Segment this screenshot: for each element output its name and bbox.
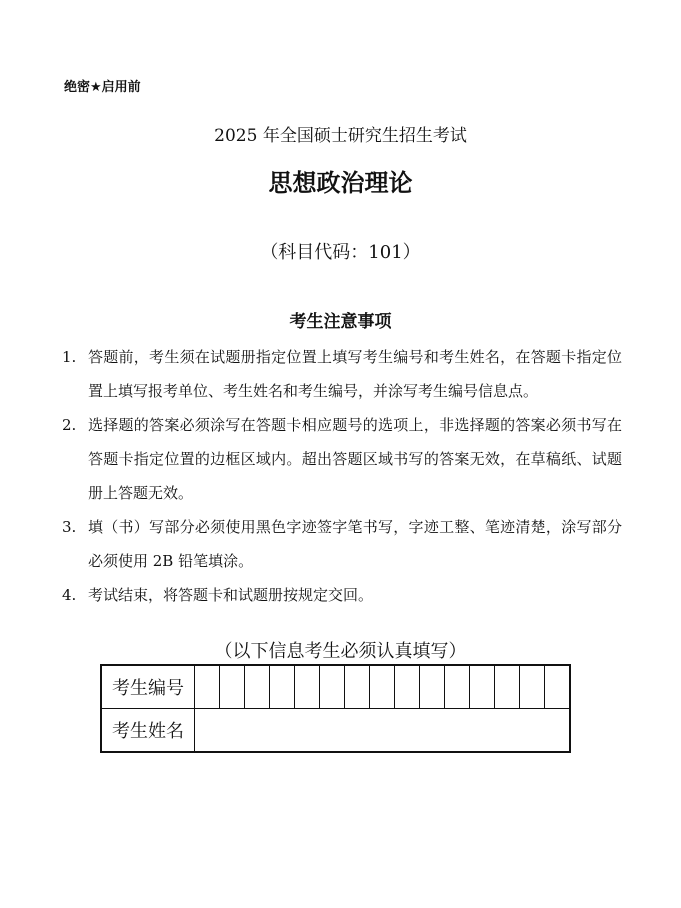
info-form-caption: （以下信息考生必须认真填写） — [214, 641, 467, 662]
exam-number-digit-box[interactable] — [520, 665, 545, 709]
exam-number-digit-box[interactable] — [470, 665, 495, 709]
exam-number-row — [101, 665, 570, 709]
subject-title: 思想政治理论 — [268, 169, 413, 197]
exam-number-digit-box[interactable] — [420, 665, 445, 709]
notice-list — [62, 340, 622, 612]
notice-heading: 考生注意事项 — [289, 312, 392, 332]
notice-item — [62, 340, 622, 408]
exam-number-digit-box[interactable] — [295, 665, 320, 709]
notice-number: 1. — [62, 348, 77, 366]
notice-item — [62, 408, 622, 510]
notice-text: 填（书）写部分必须使用黑色字迹签字笔书写，字迹工整、笔迹清楚，涂写部分必须使用 2B 铅笔填涂。 — [88, 518, 622, 570]
exam-number-digit-box[interactable] — [370, 665, 395, 709]
notice-text: 考试结束，将答题卡和试题册按规定交回。 — [88, 586, 374, 604]
exam-number-digit-box[interactable] — [395, 665, 420, 709]
notice-number: 4. — [62, 586, 77, 604]
exam-title: 2025 年全国硕士研究生招生考试 — [214, 126, 467, 146]
candidate-info-table — [100, 664, 571, 753]
exam-number-digit-box[interactable] — [545, 665, 571, 709]
exam-number-digit-box[interactable] — [445, 665, 470, 709]
exam-number-digit-box[interactable] — [220, 665, 245, 709]
subject-code: （科目代码：101） — [260, 242, 421, 263]
notice-item — [62, 578, 622, 612]
confidential-mark: 绝密★启用前 — [64, 80, 141, 95]
exam-number-digit-box[interactable] — [320, 665, 345, 709]
notice-item — [62, 510, 622, 578]
notice-text: 答题前，考生须在试题册指定位置上填写考生编号和考生姓名，在答题卡指定位置上填写报考单位、考生姓名和考生编号，并涂写考生编号信息点。 — [88, 348, 622, 400]
exam-number-digit-box[interactable] — [270, 665, 295, 709]
name-label: 考生姓名 — [101, 709, 195, 753]
exam-number-digit-box[interactable] — [195, 665, 220, 709]
exam-number-digit-box[interactable] — [245, 665, 270, 709]
notice-number: 2. — [62, 416, 77, 434]
notice-text: 选择题的答案必须涂写在答题卡相应题号的选项上，非选择题的答案必须书写在答题卡指定位置的边框区域内。超出答题区域书写的答案无效，在草稿纸、试题册上答题无效。 — [88, 416, 622, 502]
exam-number-digit-box[interactable] — [345, 665, 370, 709]
name-row — [101, 709, 570, 753]
exam-number-label: 考生编号 — [101, 665, 195, 709]
name-field[interactable] — [195, 709, 571, 753]
notice-number: 3. — [62, 518, 77, 536]
exam-number-digit-box[interactable] — [495, 665, 520, 709]
